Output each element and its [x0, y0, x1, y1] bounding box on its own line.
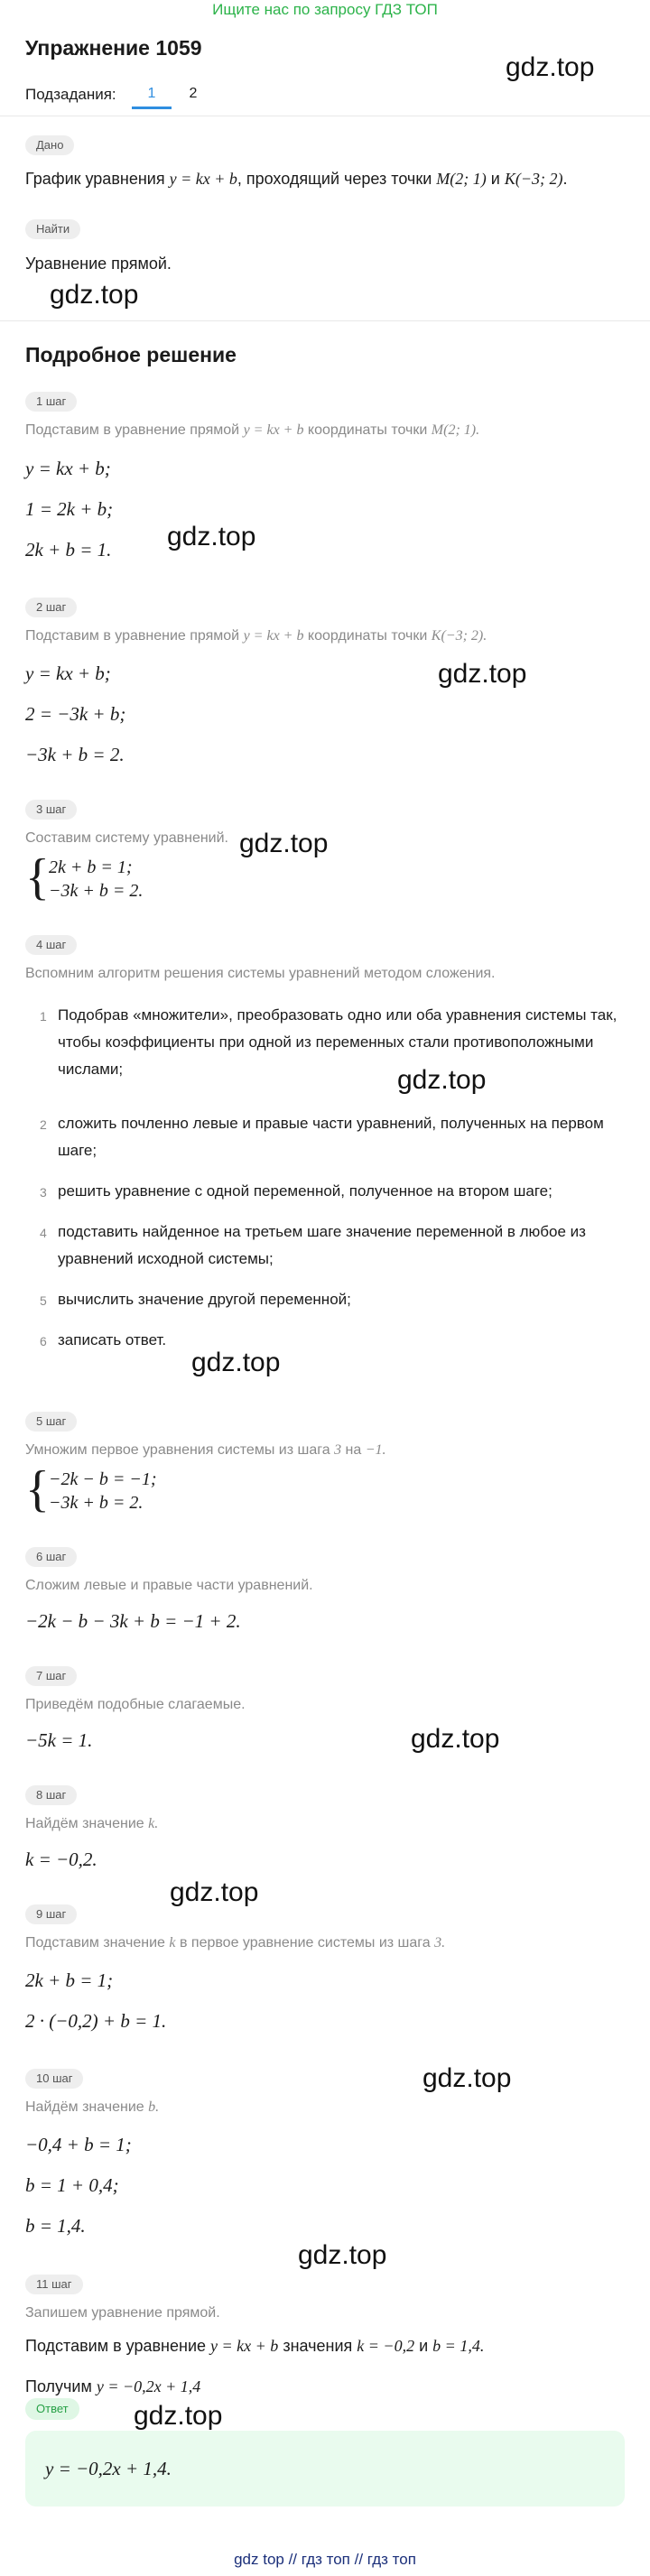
answer-chip: Ответ: [25, 2398, 79, 2420]
step-text: Запишем уравнение прямой.: [25, 2305, 220, 2321]
math-line: 1 = 2k + b;: [25, 498, 114, 520]
watermark: gdz.top: [134, 2401, 223, 2431]
math-line: b = 1 + 0,4;: [25, 2174, 119, 2196]
step-chip: 6 шаг: [25, 1547, 77, 1567]
list-number: 5: [40, 1293, 47, 1308]
list-number: 2: [40, 1117, 47, 1132]
given-text: График уравнения y = kx + b, проходящий через точки M(2; 1) и K(−3; 2).: [25, 170, 568, 188]
step-chip: 3 шаг: [25, 800, 77, 820]
subtasks-label: Подзадания:: [25, 86, 116, 103]
step-text: Составим систему уравнений.: [25, 830, 228, 846]
list-number: 3: [40, 1185, 47, 1200]
step-chip: 7 шаг: [25, 1666, 77, 1686]
brace: {: [25, 1461, 50, 1517]
watermark: gdz.top: [422, 2063, 512, 2093]
watermark: gdz.top: [170, 1877, 259, 1907]
find-chip: Найти: [25, 219, 80, 239]
watermark: gdz.top: [191, 1348, 281, 1377]
list-number: 1: [40, 1009, 47, 1024]
solution-title: Подробное решение: [25, 343, 237, 366]
math-line: −5k = 1.: [25, 1729, 93, 1751]
math-line: −3k + b = 2.: [25, 744, 125, 765]
list-item: записать ответ.: [58, 1331, 167, 1348]
list-item: Подобрав «множители», преобразовать одно или оба уравнения системы так, чтобы коэффициенты при одной из переменных стали противоположными числами;: [58, 1006, 618, 1078]
math-line: 2k + b = 1;: [25, 1969, 114, 1991]
subtask-tab-2[interactable]: 2: [189, 86, 198, 101]
math-line: y = kx + b;: [25, 663, 111, 684]
subtask-tab-1[interactable]: 1: [132, 84, 172, 109]
answer-box: [25, 2431, 625, 2507]
page-title: Упражнение 1059: [25, 36, 202, 60]
top-banner: Ищите нас по запросу ГДЗ ТОП: [212, 1, 438, 18]
watermark: gdz.top: [239, 829, 329, 858]
watermark: gdz.top: [438, 659, 527, 689]
watermark: gdz.top: [298, 2240, 387, 2270]
math-line: y = kx + b;: [25, 458, 111, 479]
footer-links[interactable]: gdz top // гдз топ // гдз топ: [234, 2551, 416, 2568]
math-line: 2 · (−0,2) + b = 1.: [25, 2010, 167, 2032]
step-chip: 9 шаг: [25, 1904, 77, 1924]
math-line: 2k + b = 1.: [25, 539, 112, 561]
step-text: Найдём значение b.: [25, 2099, 160, 2115]
watermark: gdz.top: [411, 1724, 500, 1754]
step-text: Подставим значение k в первое уравнение системы из шага 3.: [25, 1935, 446, 1951]
math-line: k = −0,2.: [25, 1849, 98, 1870]
step-text: Подставим в уравнение прямой y = kx + b координаты точки K(−3; 2).: [25, 628, 488, 644]
step-chip: 8 шаг: [25, 1785, 77, 1805]
step-text: Подставим в уравнение прямой y = kx + b координаты точки M(2; 1).: [25, 422, 480, 438]
divider: [0, 320, 650, 321]
brace: {: [25, 849, 50, 905]
step-text: Приведём подобные слагаемые.: [25, 1697, 246, 1712]
answer-equation: y = −0,2x + 1,4.: [45, 2458, 172, 2479]
step-text: Сложим левые и правые части уравнений.: [25, 1578, 313, 1593]
watermark: gdz.top: [506, 52, 595, 82]
step-chip: 10 шаг: [25, 2069, 83, 2089]
step-chip: 11 шаг: [25, 2275, 83, 2294]
math-line: −2k − b − 3k + b = −1 + 2.: [25, 1610, 241, 1632]
step-chip: 2 шаг: [25, 598, 77, 617]
list-item: подставить найденное на третьем шаге значение переменной в любое из уравнений исходной системы;: [58, 1223, 586, 1267]
list-item: решить уравнение с одной переменной, полученное на втором шаге;: [58, 1182, 552, 1200]
find-text: Уравнение прямой.: [25, 255, 172, 273]
watermark: gdz.top: [397, 1065, 487, 1095]
list-item: вычислить значение другой переменной;: [58, 1291, 351, 1308]
given-chip: Дано: [25, 135, 74, 155]
step-text: Умножим первое уравнения системы из шага 3 на −1.: [25, 1442, 386, 1458]
list-number: 4: [40, 1226, 47, 1240]
step-chip: 1 шаг: [25, 392, 77, 412]
step-chip: 5 шаг: [25, 1412, 77, 1432]
step-text: Найдём значение k.: [25, 1816, 159, 1831]
list-item: сложить почленно левые и правые части уравнений, полученных на первом шаге;: [58, 1115, 604, 1159]
math-line: 2 = −3k + b;: [25, 703, 126, 725]
watermark: gdz.top: [50, 280, 139, 310]
watermark: gdz.top: [167, 522, 256, 551]
step-chip: 4 шаг: [25, 935, 77, 955]
substitution-text: Подставим в уравнение y = kx + b значения k = −0,2 и b = 1,4.: [25, 2337, 485, 2355]
result-text: Получим y = −0,2x + 1,4: [25, 2377, 201, 2395]
list-number: 6: [40, 1334, 47, 1348]
equation-system: { 2k + b = 1; −3k + b = 2.: [25, 849, 144, 905]
equation-system: { −2k − b = −1; −3k + b = 2.: [25, 1461, 157, 1517]
math-line: b = 1,4.: [25, 2215, 86, 2237]
step-text: Вспомним алгоритм решения системы уравнений методом сложения.: [25, 966, 496, 981]
math-line: −0,4 + b = 1;: [25, 2134, 132, 2155]
